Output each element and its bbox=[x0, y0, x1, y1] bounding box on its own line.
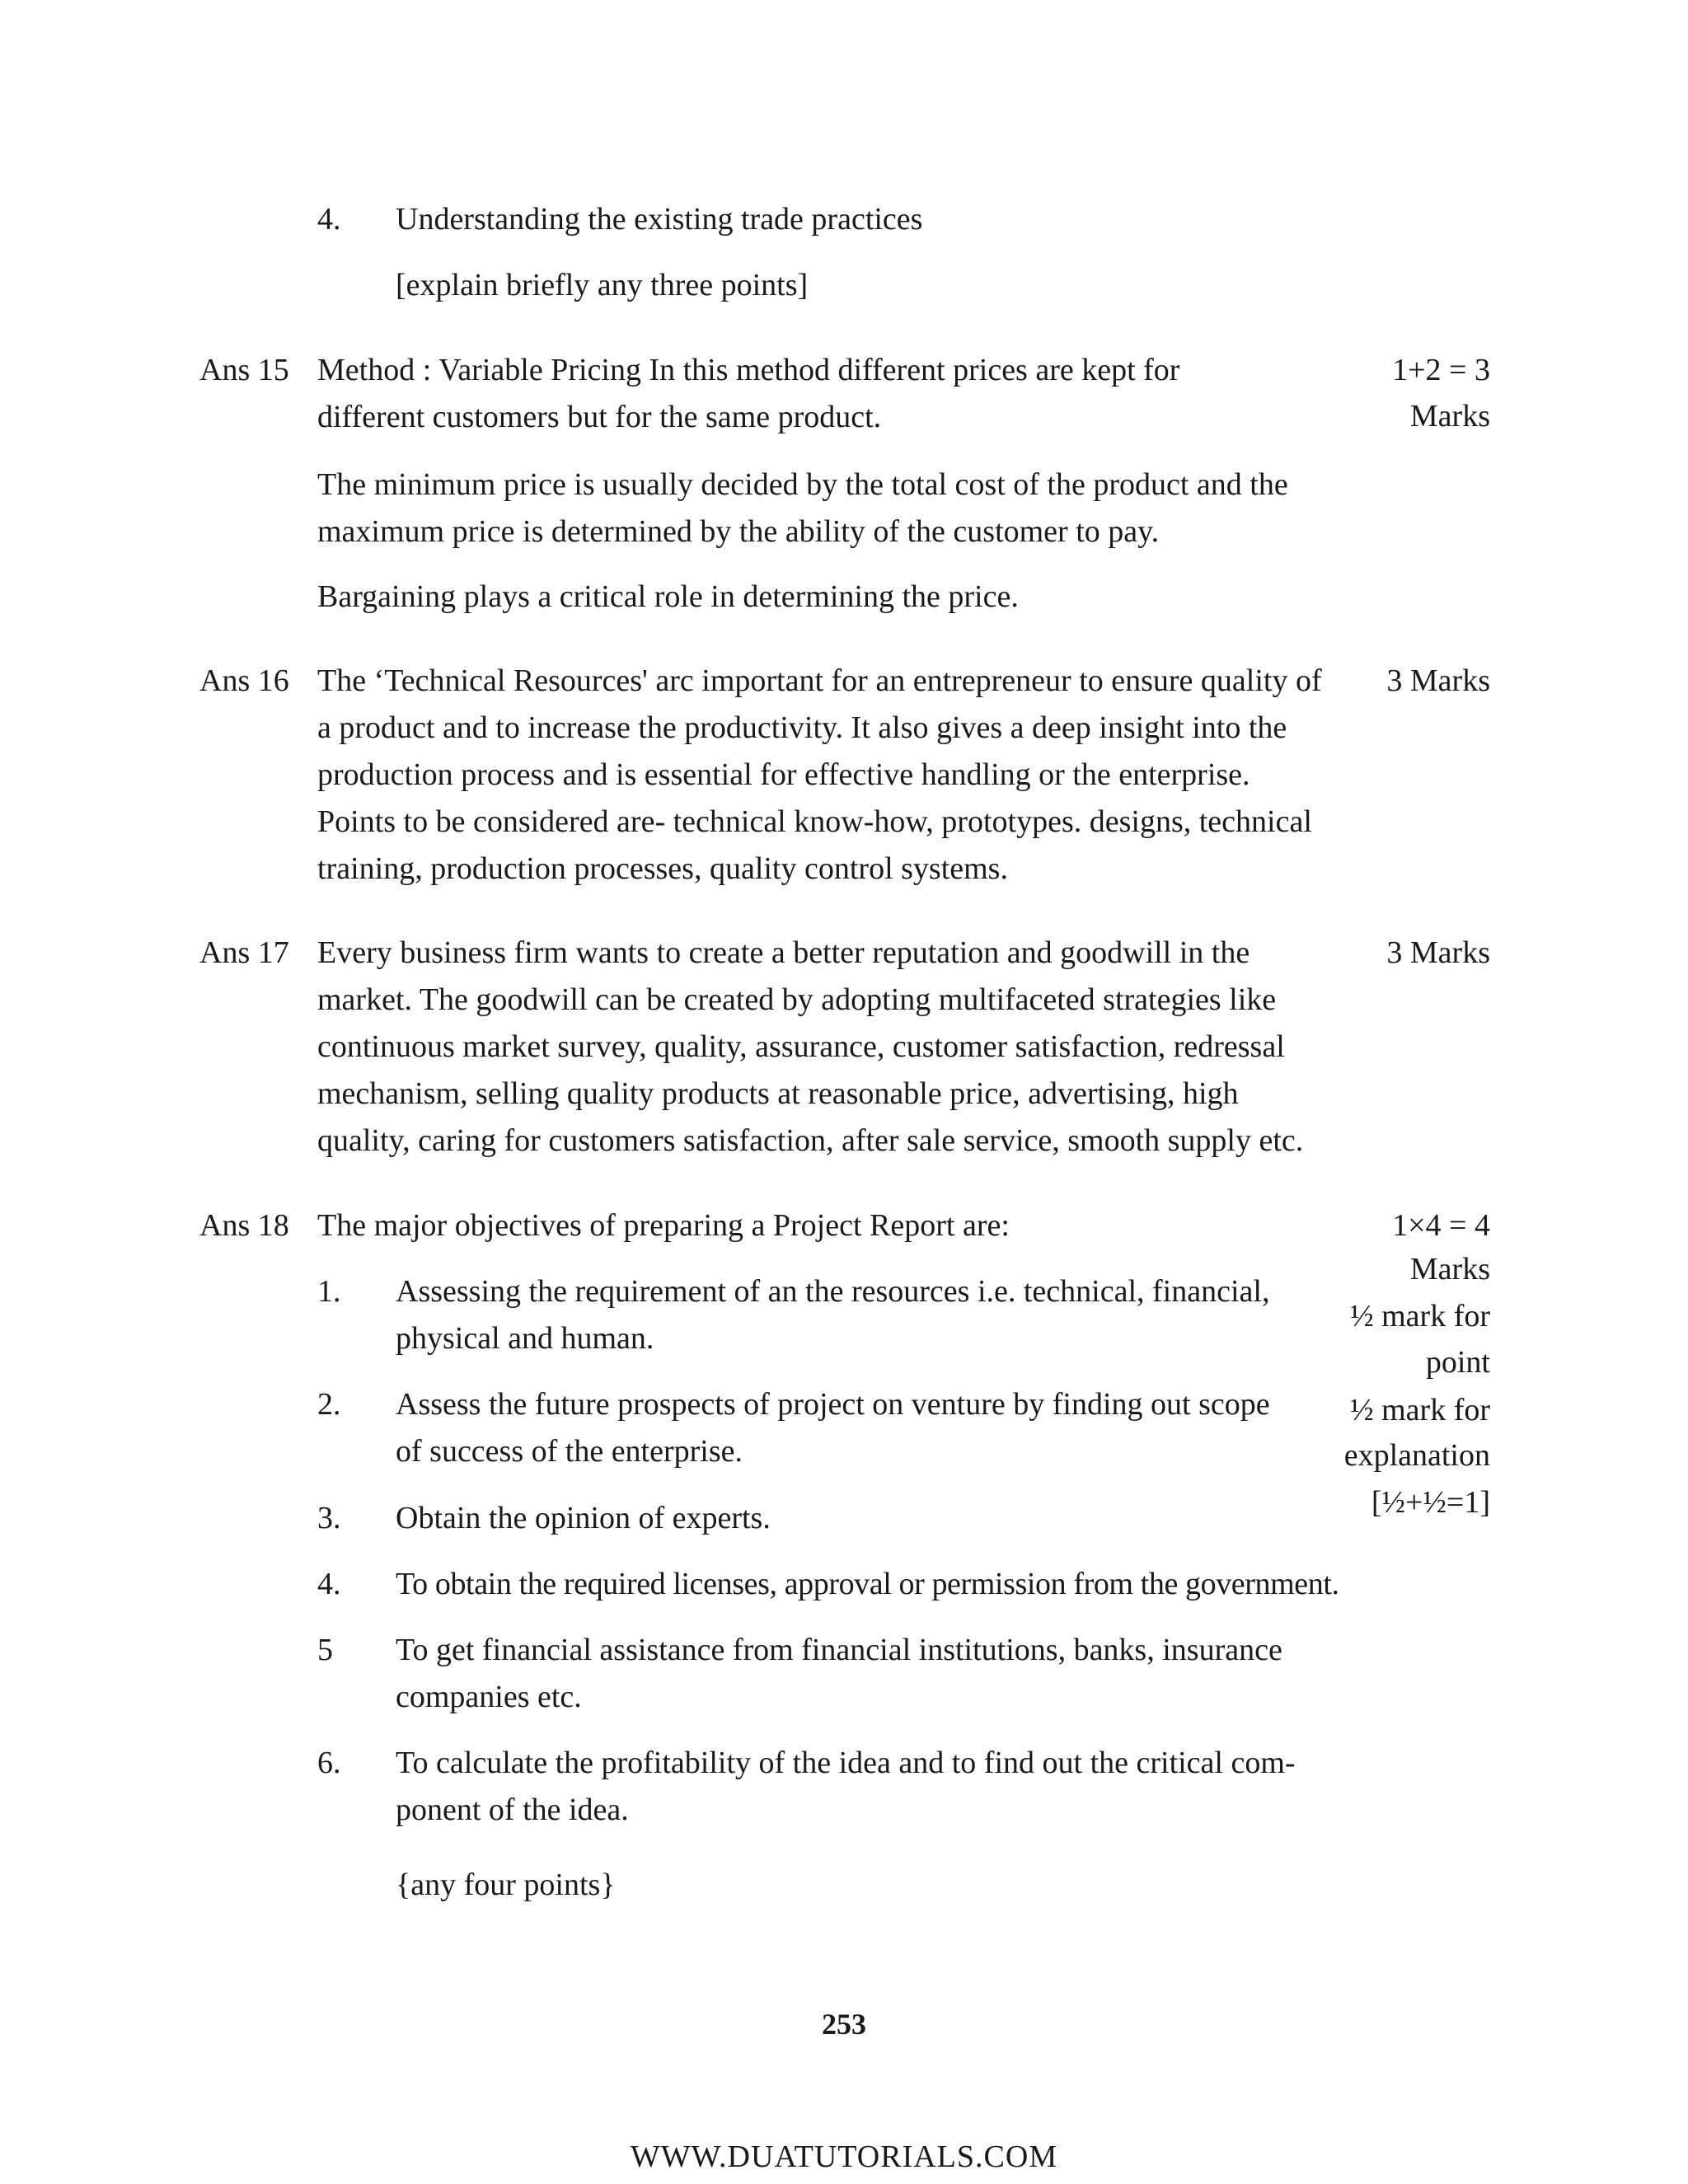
item-text: Understanding the existing trade practices bbox=[396, 202, 923, 237]
answer-15-marks-unit: Marks bbox=[1409, 399, 1490, 434]
answer-16-marks: 3 Marks bbox=[1386, 663, 1490, 698]
instruction-note: [explain briefly any three points] bbox=[396, 268, 809, 302]
item-number: 4. bbox=[317, 202, 341, 237]
list-item-number: 6. bbox=[317, 1746, 341, 1780]
list-item-number: 1. bbox=[317, 1274, 341, 1309]
answer-18-marks-line: Marks bbox=[1409, 1252, 1490, 1286]
answer-17-paragraph: Every business firm wants to create a better reputation and goodwill in the market. The goodwill can be created by adopting multifaceted strategies like continuous market survey, quality, assurance, customer satisfaction, redressal mechanism, selling quality products at reasonable price, advertising, high quality, caring for customers satisfaction, after sale service, smooth supply etc. bbox=[317, 935, 1304, 1158]
answer-18-marks-line: ½ mark for bbox=[1350, 1393, 1490, 1427]
answer-label-15: Ans 15 bbox=[199, 353, 289, 387]
list-item-text: To obtain the required licenses, approval or permission from the government. bbox=[396, 1567, 1339, 1601]
list-item-text: Assess the future prospects of project on venture by finding out scope of success of the enterprise. bbox=[396, 1387, 1270, 1469]
list-item-number: 3. bbox=[317, 1501, 341, 1535]
answer-label-16: Ans 16 bbox=[199, 663, 289, 698]
answer-15-paragraph-1: Method : Variable Pricing In this method different prices are kept for different customers but for the same product. bbox=[317, 353, 1180, 434]
answer-label-18: Ans 18 bbox=[199, 1208, 289, 1243]
list-item-number: 5 bbox=[317, 1633, 333, 1667]
page-number: 253 bbox=[822, 2008, 866, 2041]
answer-18-marks-line: [½+½=1] bbox=[1371, 1485, 1490, 1520]
list-item-text: To calculate the profitability of the idea and to find out the critical com-ponent of the idea. bbox=[396, 1746, 1296, 1827]
answer-18-marks: 1×4 = 4 bbox=[1392, 1208, 1490, 1243]
answer-15-paragraph-2: The minimum price is usually decided by the total cost of the product and the maximum price is determined by the ability of the customer to pay. bbox=[317, 467, 1288, 549]
list-item-number: 4. bbox=[317, 1567, 341, 1601]
answer-16-paragraph: The ‘Technical Resources' arc important for an entrepreneur to ensure quality of a product and to increase the productivity. It also gives a deep insight into the production process and is essential for effective handling or the enterprise. Points to be considered are- technical know-how, prototypes. designs, technical training, production processes, quality control systems. bbox=[317, 663, 1322, 886]
answer-18-marks-line: explanation bbox=[1343, 1438, 1490, 1473]
answer-15-marks: 1+2 = 3 bbox=[1392, 353, 1490, 387]
footer-website: WWW.DUATUTORIALS.COM bbox=[630, 2139, 1058, 2174]
list-item-number: 2. bbox=[317, 1387, 341, 1422]
answer-18-marks-line: ½ mark for bbox=[1350, 1299, 1490, 1333]
answer-label-17: Ans 17 bbox=[199, 935, 289, 970]
list-item-text: To get financial assistance from financial institutions, banks, insurance companies etc. bbox=[396, 1633, 1282, 1714]
answer-18-note: {any four points} bbox=[396, 1868, 616, 1902]
answer-15-paragraph-3: Bargaining plays a critical role in determining the price. bbox=[317, 579, 1019, 614]
answer-17-marks: 3 Marks bbox=[1386, 935, 1490, 970]
list-item-text: Assessing the requirement of an the resources i.e. technical, financial, physical and human. bbox=[396, 1274, 1270, 1356]
answer-18-marks-line: point bbox=[1425, 1345, 1490, 1380]
list-item-text: Obtain the opinion of experts. bbox=[396, 1501, 771, 1535]
answer-18-intro: The major objectives of preparing a Project Report are: bbox=[317, 1208, 1010, 1243]
